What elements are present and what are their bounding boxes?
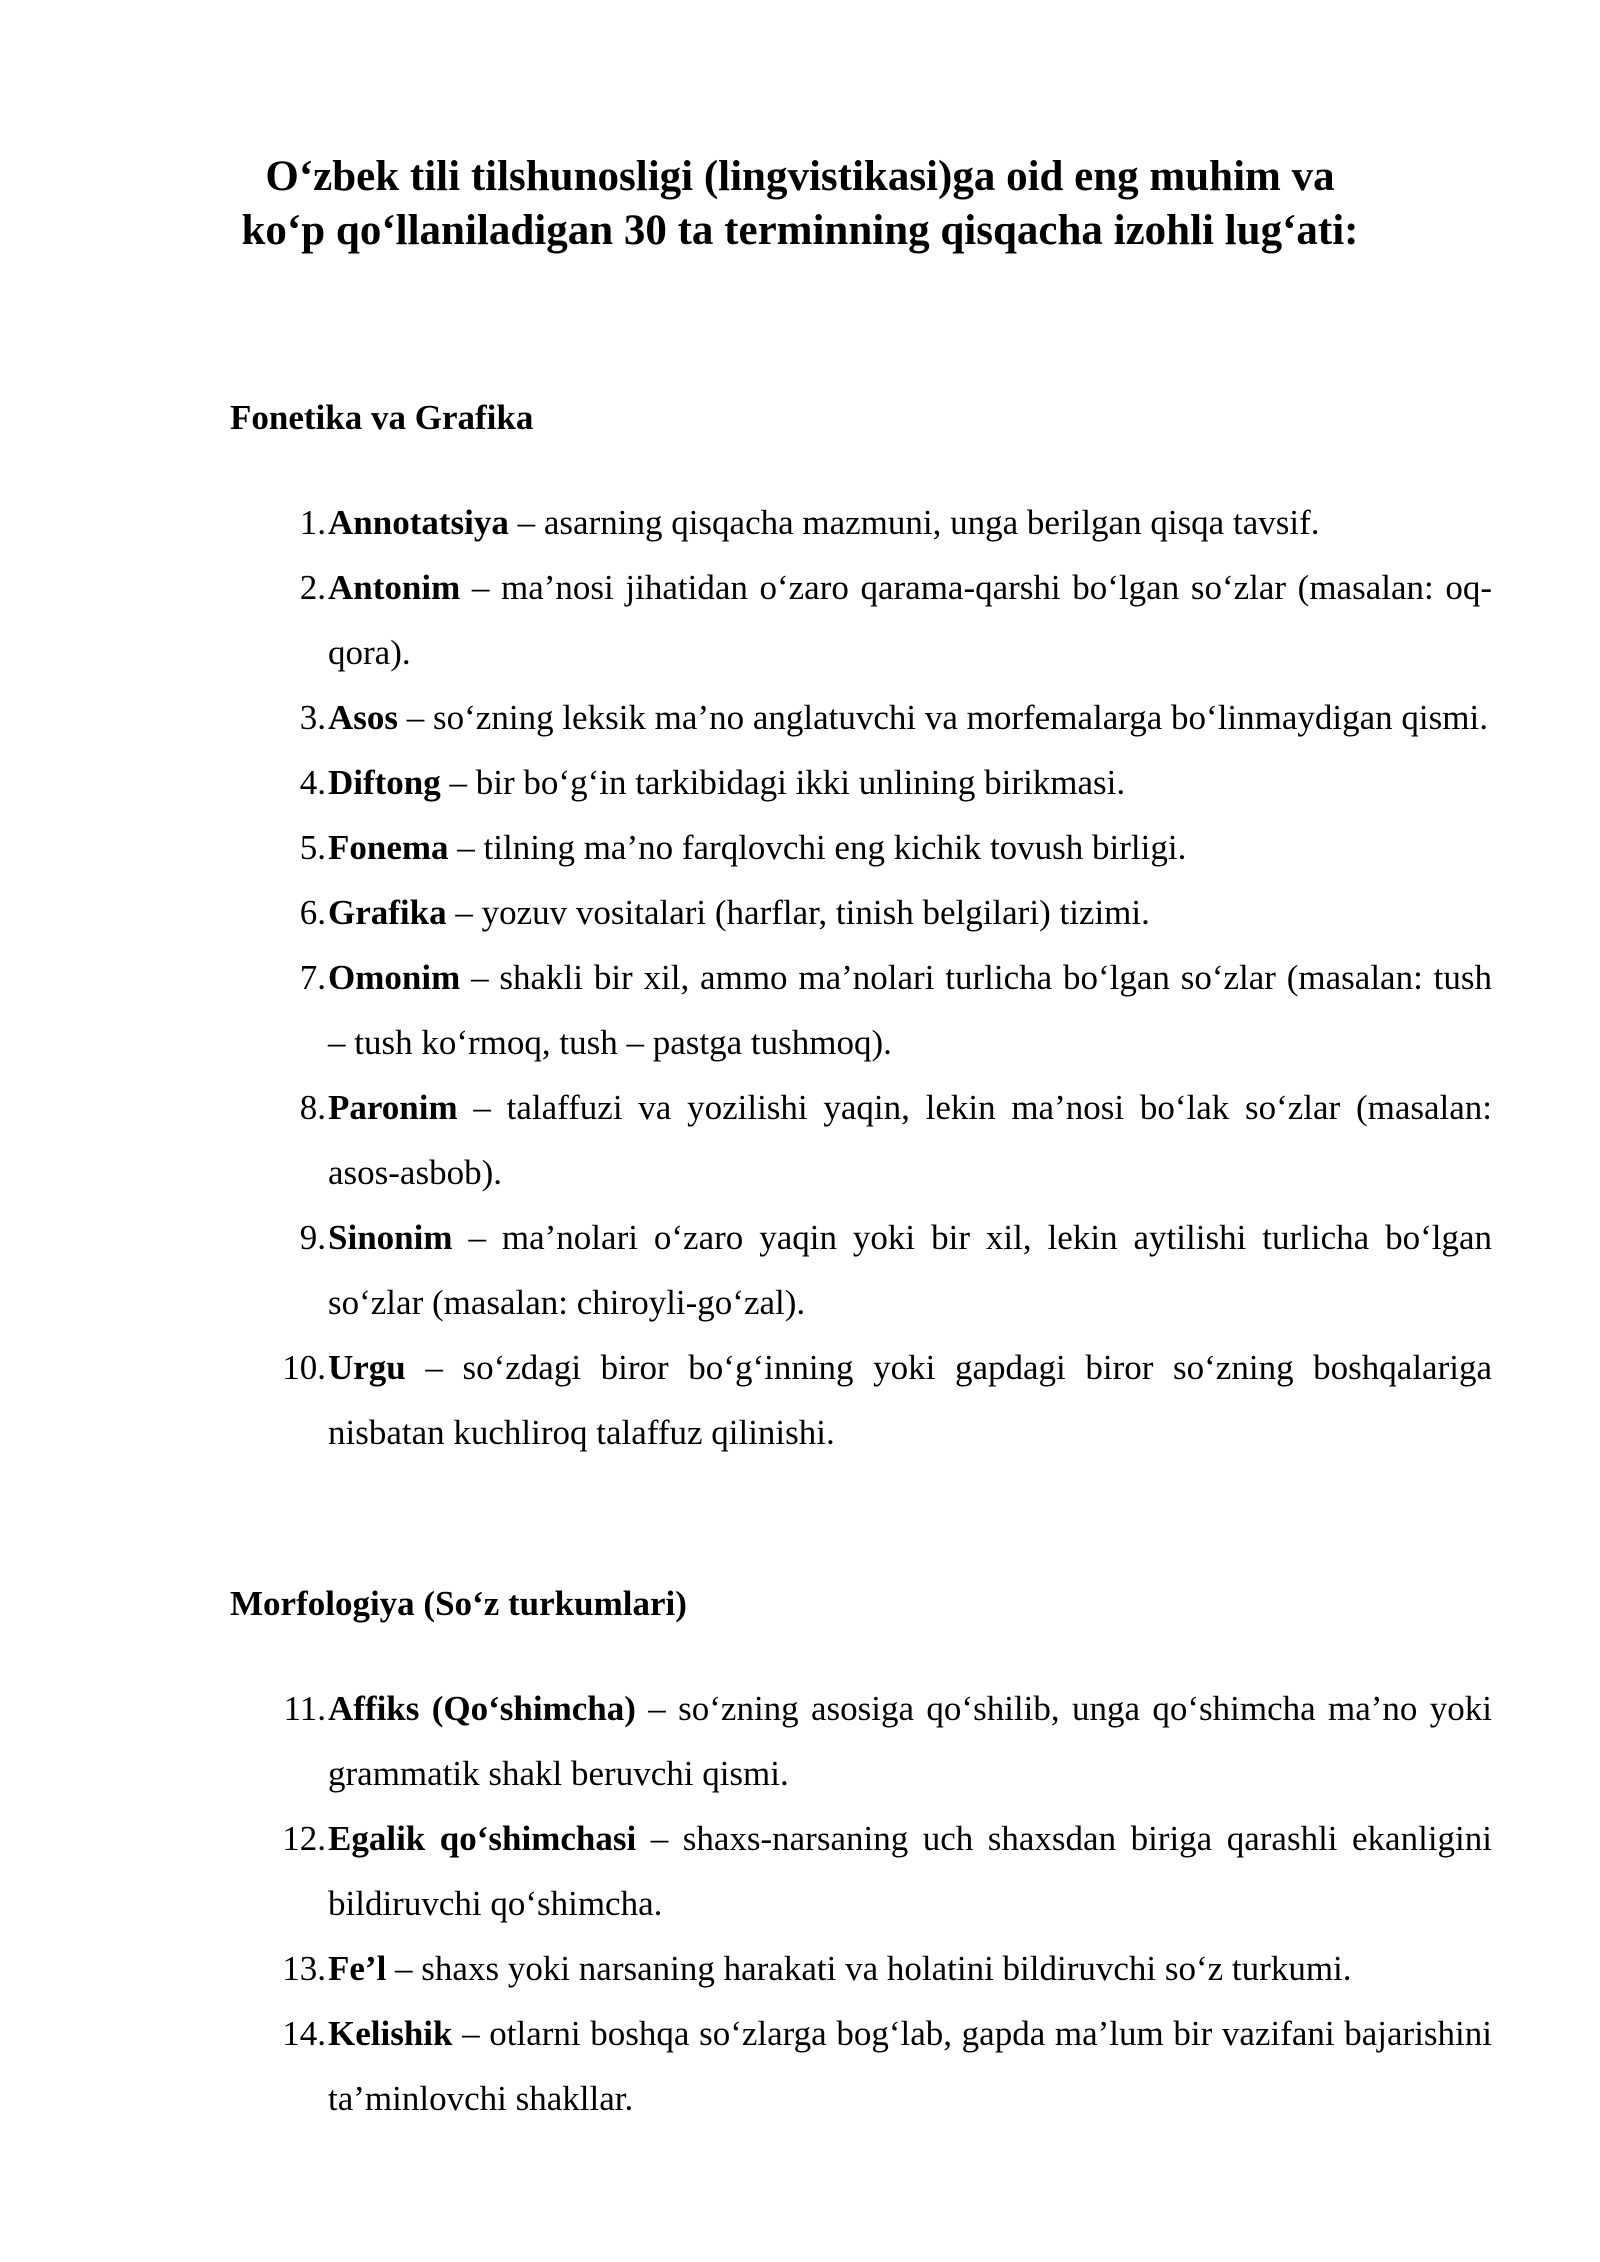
item-number: 7. — [299, 958, 326, 997]
term-name: Grafika — [328, 893, 447, 932]
item-number: 4. — [299, 763, 326, 802]
item-number: 1. — [299, 503, 326, 542]
term-definition: – so‘zdagi biror bo‘g‘inning yoki gapdagi biror so‘zning boshqalariga nisbatan kuchliroq talaffuz qilinishi. — [328, 1348, 1492, 1452]
term-definition: – yozuv vositalari (harflar, tinish belgilari) tizimi. — [446, 893, 1150, 932]
term-definition: – shakli bir xil, ammo ma’nolari turlicha bo‘lgan so‘zlar (masalan: tush – tush ko‘rmoq, tush – pastga tushmoq). — [328, 958, 1492, 1062]
term-definition: – otlarni boshqa so‘zlarga bog‘lab, gapda ma’lum bir vazifani bajarishini ta’minlovchi shakllar. — [328, 2014, 1492, 2118]
item-number: 11. — [283, 1689, 326, 1728]
item-number: 2. — [299, 568, 326, 607]
term-name: Diftong — [328, 763, 441, 802]
item-number: 3. — [299, 698, 326, 737]
list-item — [230, 880, 1492, 945]
term-definition: – so‘zning asosiga qo‘shilib, unga qo‘shimcha ma’no yoki grammatik shakl beruvchi qismi. — [328, 1689, 1493, 1793]
list-item — [230, 1806, 1492, 1936]
list-item — [230, 1936, 1492, 2001]
section-heading-fonetika: Fonetika va Grafika — [230, 398, 534, 437]
term-definition: – shaxs yoki narsaning harakati va holatini bildiruvchi so‘z turkumi. — [386, 1949, 1352, 1988]
term-name: Sinonim — [328, 1218, 453, 1257]
term-name: Asos — [328, 698, 399, 737]
title-line-1: O‘zbek tili tilshunosligi (lingvistikasi)ga oid eng muhim va — [265, 153, 1335, 200]
item-number: 14. — [282, 2014, 326, 2053]
term-definition: – bir bo‘g‘in tarkibidagi ikki unlining birikmasi. — [440, 763, 1126, 802]
term-name: Paronim — [328, 1088, 458, 1127]
list-item — [230, 945, 1492, 1075]
title-line-2: ko‘p qo‘llaniladigan 30 ta terminning qisqacha izohli lug‘ati: — [241, 207, 1359, 254]
list-item — [230, 815, 1492, 880]
item-number: 6. — [299, 893, 326, 932]
item-number: 10. — [282, 1348, 326, 1387]
term-name: Antonim — [328, 568, 461, 607]
term-list-morfologiya — [230, 1676, 1492, 2131]
list-item — [230, 750, 1492, 815]
term-name: Urgu — [328, 1348, 406, 1387]
term-name: Affiks (Qo‘shimcha) — [328, 1689, 636, 1728]
item-number: 5. — [299, 828, 326, 867]
section-heading-morfologiya: Morfologiya (So‘z turkumlari) — [230, 1584, 687, 1623]
term-name: Egalik qo‘shimchasi — [328, 1819, 637, 1858]
term-name: Fe’l — [328, 1949, 387, 1988]
list-item — [230, 685, 1492, 750]
item-number: 8. — [299, 1088, 326, 1127]
term-name: Omonim — [328, 958, 461, 997]
item-number: 9. — [299, 1218, 326, 1257]
list-item — [230, 1075, 1492, 1205]
list-item — [230, 555, 1492, 685]
item-number: 13. — [282, 1949, 326, 1988]
item-number: 12. — [282, 1819, 326, 1858]
list-item — [230, 2001, 1492, 2131]
term-name: Fonema — [328, 828, 449, 867]
list-item — [230, 1205, 1492, 1335]
term-list-fonetika — [230, 490, 1492, 1465]
term-definition: – talaffuzi va yozilishi yaqin, lekin ma’nosi bo‘lak so‘zlar (masalan: asos-asbob). — [328, 1088, 1492, 1192]
list-item — [230, 1335, 1492, 1465]
term-definition: – shaxs-narsaning uch shaxsdan biriga qarashli ekanligini bildiruvchi qo‘shimcha. — [328, 1819, 1492, 1923]
term-definition: – tilning ma’no farqlovchi eng kichik tovush birligi. — [448, 828, 1187, 867]
term-name: Annotatsiya — [328, 503, 509, 542]
term-definition: – so‘zning leksik ma’no anglatuvchi va morfemalarga bo‘linmaydigan qismi. — [398, 698, 1488, 737]
term-definition: – ma’nolari o‘zaro yaqin yoki bir xil, lekin aytilishi turlicha bo‘lgan so‘zlar (masalan: chiroyli-go‘zal). — [328, 1218, 1492, 1322]
term-definition: – asarning qisqacha mazmuni, unga berilgan qisqa tavsif. — [508, 503, 1320, 542]
list-item — [230, 1676, 1492, 1806]
document-title — [220, 150, 1380, 258]
term-definition: – ma’nosi jihatidan o‘zaro qarama-qarshi bo‘lgan so‘zlar (masalan: oq-qora). — [328, 568, 1492, 672]
list-item — [230, 490, 1492, 555]
term-name: Kelishik — [328, 2014, 453, 2053]
